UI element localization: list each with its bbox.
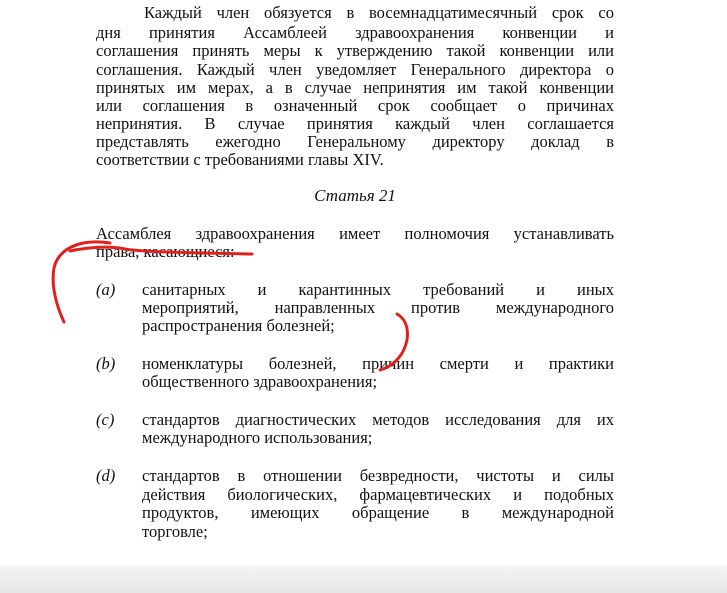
list-item-line: действия биологических, фармацевтических и подобных	[142, 485, 614, 504]
paragraph-line: представлять ежегодно Генеральному директору доклад в	[96, 132, 614, 151]
list-item-marker: (b)	[96, 354, 116, 373]
list-item-marker: (d)	[96, 466, 116, 485]
paragraph-line: соглашения. Каждый член уведомляет Генерального директора о	[96, 60, 614, 79]
paragraph-line: соглашения принять меры к утверждению такой конвенции или	[96, 41, 614, 60]
paragraph-line: непринятия. В случае принятия каждый член соглашается	[96, 114, 614, 133]
list-item-line: торговле;	[142, 522, 208, 541]
list-item-line: номенклатуры болезней, причин смерти и практики	[142, 354, 614, 373]
list-item-line: санитарных и карантинных требований и иных	[142, 280, 614, 299]
list-item-line: продуктов, имеющих обращение в международной	[142, 503, 614, 522]
article-intro-line: права, касающиеся:	[96, 242, 235, 261]
list-item-line: мероприятий, направленных против международного	[142, 298, 614, 317]
list-item-line: общественного здравоохранения;	[142, 372, 378, 391]
paragraph-line: Каждый член обязуется в восемнадцатимесячный срок со	[144, 3, 614, 22]
page-bottom-edge	[0, 566, 727, 593]
paragraph-line: соответствии с требованиями главы XIV.	[96, 150, 384, 169]
list-item-marker: (a)	[96, 280, 116, 299]
paragraph-line: принятых им мерах, а в случае непринятия им такой конвенции	[96, 78, 614, 97]
paragraph-line: дня принятия Ассамблеей здравоохранения конвенции и	[96, 23, 614, 42]
list-item-marker: (c)	[96, 410, 115, 429]
article-intro-line: Ассамблея здравоохранения имеет полномочия устанавливать	[96, 224, 614, 243]
list-item-line: стандартов диагностических методов исследования для их	[142, 410, 614, 429]
article-heading: Статья 21	[314, 186, 396, 205]
list-item-line: стандартов в отношении безвредности, чистоты и силы	[142, 466, 614, 485]
list-item-line: распространения болезней;	[142, 316, 335, 335]
list-item-line: международного использования;	[142, 428, 373, 447]
paragraph-line: или соглашения в означенный срок сообщает о причинах	[96, 96, 614, 115]
